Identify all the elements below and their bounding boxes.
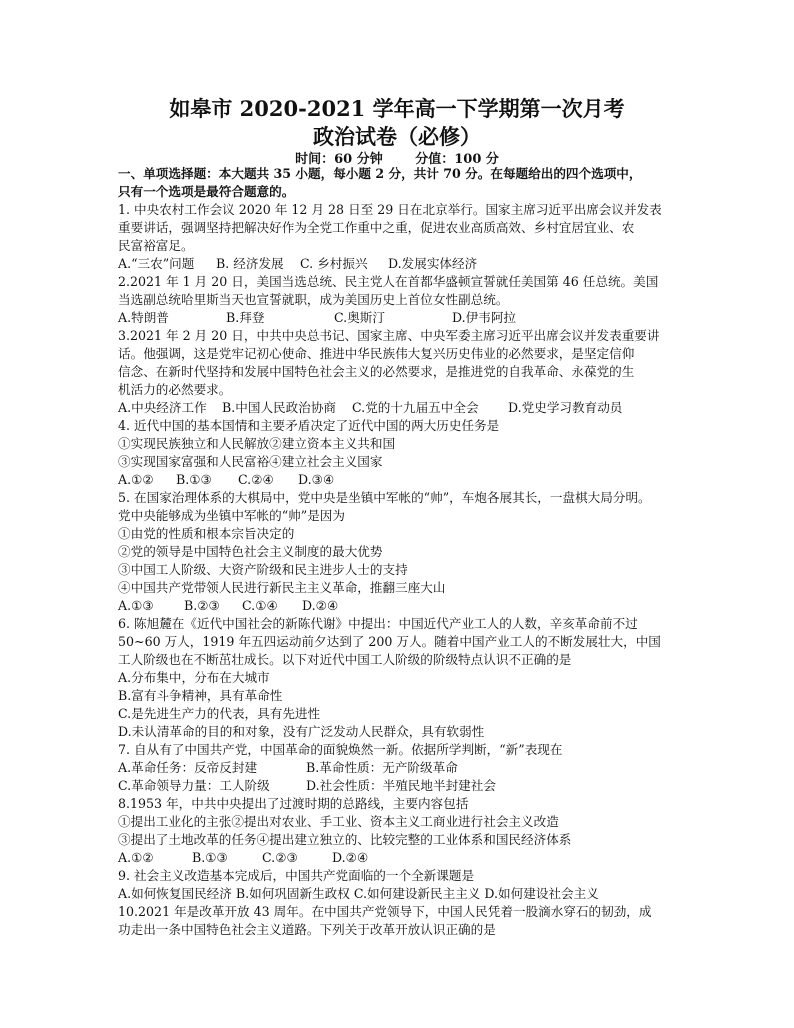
q6-stem-line2: 50~60 万人，1919 年五四运动前夕达到了 200 万人。随着中国产业工人的不断发展壮大，中国 bbox=[118, 634, 661, 649]
q9-options: A.如何恢复国民经济 B.如何巩固新生政权 C.如何建设新民主主义 D.如何建设社会主义 bbox=[118, 886, 599, 901]
q1-options bbox=[118, 255, 477, 273]
q5-option-a: A.①③ bbox=[118, 598, 154, 613]
q2-options bbox=[118, 309, 516, 327]
exam-time: 时间：60 分钟 bbox=[295, 152, 383, 167]
q2-option-b: B.拜登 bbox=[226, 310, 265, 325]
q4-option-c: C.②④ bbox=[238, 472, 274, 487]
exam-title: 如皋市 2020-2021 学年高一下学期第一次月考 bbox=[169, 96, 625, 121]
q5-statement-2: ②党的领导是中国特色社会主义制度的最大优势 bbox=[118, 544, 383, 559]
q1-option-d: D.发展实体经济 bbox=[388, 256, 478, 271]
q3-stem-line4: 机活力的必然要求。 bbox=[118, 382, 232, 397]
q7-option-b: B.革命性质：无产阶级革命 bbox=[306, 760, 458, 775]
q4-option-b: B.①③ bbox=[176, 472, 212, 487]
q7-stem-line1: 7. 自从有了中国共产党，中国革命的面貌焕然一新。依据所学判断，“新”表现在 bbox=[118, 742, 563, 757]
q2-option-d: D.伊韦阿拉 bbox=[452, 310, 517, 325]
q5-statement-1: ①由党的性质和根本宗旨决定的 bbox=[118, 526, 295, 541]
q6-option-a: A.分布集中，分布在大城市 bbox=[118, 670, 270, 685]
q8-option-b: B.①③ bbox=[192, 850, 228, 865]
q3-option-b: B.中国人民政治协商 bbox=[222, 400, 337, 415]
q8-option-d: D.②④ bbox=[332, 850, 369, 865]
q1-stem-line2: 重要讲话，强调坚持把解决好作为全党工作重中之重，促进农业高质高效、乡村宜居宜业、农 bbox=[118, 220, 635, 235]
q7-options-row1 bbox=[118, 759, 458, 777]
q4-option-a: A.①② bbox=[118, 472, 154, 487]
q4-option-d: D.③④ bbox=[298, 472, 335, 487]
q2-option-c: C.奥斯汀 bbox=[334, 310, 385, 325]
q8-options bbox=[118, 849, 368, 867]
q6-option-c: C.是先进生产力的代表，具有先进性 bbox=[118, 706, 321, 721]
q5-options bbox=[118, 597, 338, 615]
q3-stem-line2: 话。他强调，这是党牢记初心使命、推进中华民族伟大复兴历史伟业的必然要求，是坚定信仰 bbox=[118, 346, 635, 361]
q2-stem-line1: 2.2021 年 1 月 20 日，美国当选总统、民主党人在首都华盛顿宣誓就任美国第 46 任总统。美国 bbox=[118, 274, 659, 289]
q3-option-d: D.党史学习教育动员 bbox=[508, 400, 623, 415]
q1-option-a: A.“三农”问题 bbox=[118, 256, 195, 271]
q6-stem-line3: 工人阶级也在不断茁壮成长。以下对近代中国工人阶级的阶级特点认识不正确的是 bbox=[118, 652, 572, 667]
q5-stem-line1: 5. 在国家治理体系的大棋局中，党中央是坐镇中军帐的“帅”，车炮各展其长，一盘棋大局分明。 bbox=[118, 490, 651, 505]
q1-option-c: C. 乡村振兴 bbox=[300, 256, 368, 271]
q5-statement-4: ④中国共产党带领人民进行新民主主义革命，推翻三座大山 bbox=[118, 580, 446, 595]
q8-statement-line1: ①提出工业化的主张②提出对农业、手工业、资本主义工商业进行社会主义改造 bbox=[118, 814, 559, 829]
q4-stem-line1: 4. 近代中国的基本国情和主要矛盾决定了近代中国的两大历史任务是 bbox=[118, 418, 500, 433]
q3-option-a: A.中央经济工作 bbox=[118, 400, 207, 415]
q5-statement-3: ③中国工人阶级、大资产阶级和民主进步人士的支持 bbox=[118, 562, 408, 577]
q8-option-a: A.①② bbox=[118, 850, 154, 865]
q1-stem-line3: 民富裕富足。 bbox=[118, 238, 194, 253]
q5-option-b: B.②③ bbox=[184, 598, 220, 613]
q5-option-d: D.②④ bbox=[302, 598, 339, 613]
q1-option-b: B. 经济发展 bbox=[216, 256, 284, 271]
q3-stem-line3: 信念、在新时代坚持和发展中国特色社会主义的必然要求，是推进党的自我革命、永葆党的生 bbox=[118, 364, 635, 379]
q5-option-c: C.①④ bbox=[242, 598, 278, 613]
exam-score: 分值：100 分 bbox=[415, 152, 499, 167]
q7-option-a: A.革命任务：反帝反封建 bbox=[118, 760, 258, 775]
q6-stem-line1: 6. 陈旭麓在《近代中国社会的新陈代谢》中提出：中国近代产业工人的人数，辛亥革命前不过 bbox=[118, 616, 638, 631]
q8-option-c: C.②③ bbox=[262, 850, 298, 865]
q3-option-c: C.党的十九届五中全会 bbox=[352, 400, 479, 415]
q8-stem-line1: 8.1953 年，中共中央提出了过渡时期的总路线，主要内容包括 bbox=[118, 796, 469, 811]
q4-options bbox=[118, 471, 334, 489]
q6-option-b: B.富有斗争精神，具有革命性 bbox=[118, 688, 283, 703]
section-instruction-line1: 一、单项选择题：本大题共 35 小题，每小题 2 分，共计 70 分。在每题给出的四个选项中， bbox=[118, 166, 642, 181]
q2-option-a: A.特朗普 bbox=[118, 310, 169, 325]
q7-option-d: D.社会性质：半殖民地半封建社会 bbox=[306, 778, 496, 793]
q10-stem-line1: 10.2021 年是改革开放 43 周年。在中国共产党领导下，中国人民凭着一股滴水穿石的韧劲，成 bbox=[118, 904, 652, 919]
q8-statement-line2: ③提出了土地改革的任务④提出建立独立的、比较完整的工业体系和国民经济体系 bbox=[118, 832, 572, 847]
q4-stem-line2: ①实现民族独立和人民解放②建立资本主义共和国 bbox=[118, 436, 396, 451]
q7-option-c: C.革命领导力量：工人阶级 bbox=[118, 778, 270, 793]
q5-stem-line2: 党中央能够成为坐镇中军帐的“帅”是因为 bbox=[118, 508, 345, 523]
q1-stem-line1: 1. 中央农村工作会议 2020 年 12 月 28 日至 29 日在北京举行。国家主席习近平出席会议并发表 bbox=[118, 202, 662, 217]
q2-stem-line2: 当选副总统哈里斯当天也宣誓就职，成为美国历史上首位女性副总统。 bbox=[118, 292, 509, 307]
q7-options-row2 bbox=[118, 777, 496, 795]
q6-option-d: D.未认清革命的目的和对象，没有广泛发动人民群众，具有软弱性 bbox=[118, 724, 485, 739]
section-instruction-line2: 只有一个选项是最符合题意的。 bbox=[118, 184, 295, 199]
q9-stem-line1: 9. 社会主义改造基本完成后，中国共产党面临的一个全新课题是 bbox=[118, 868, 475, 883]
q10-stem-line2: 功走出一条中国特色社会主义道路。下列关于改革开放认识正确的是 bbox=[118, 922, 496, 937]
q4-stem-line3: ③实现国家富强和人民富裕④建立社会主义国家 bbox=[118, 454, 383, 469]
q3-options bbox=[118, 399, 622, 417]
exam-subtitle: 政治试卷（必修） bbox=[313, 124, 481, 149]
q3-stem-line1: 3.2021 年 2 月 20 日，中共中央总书记、国家主席、中央军委主席习近平出席会议并发表重要讲 bbox=[118, 328, 660, 343]
